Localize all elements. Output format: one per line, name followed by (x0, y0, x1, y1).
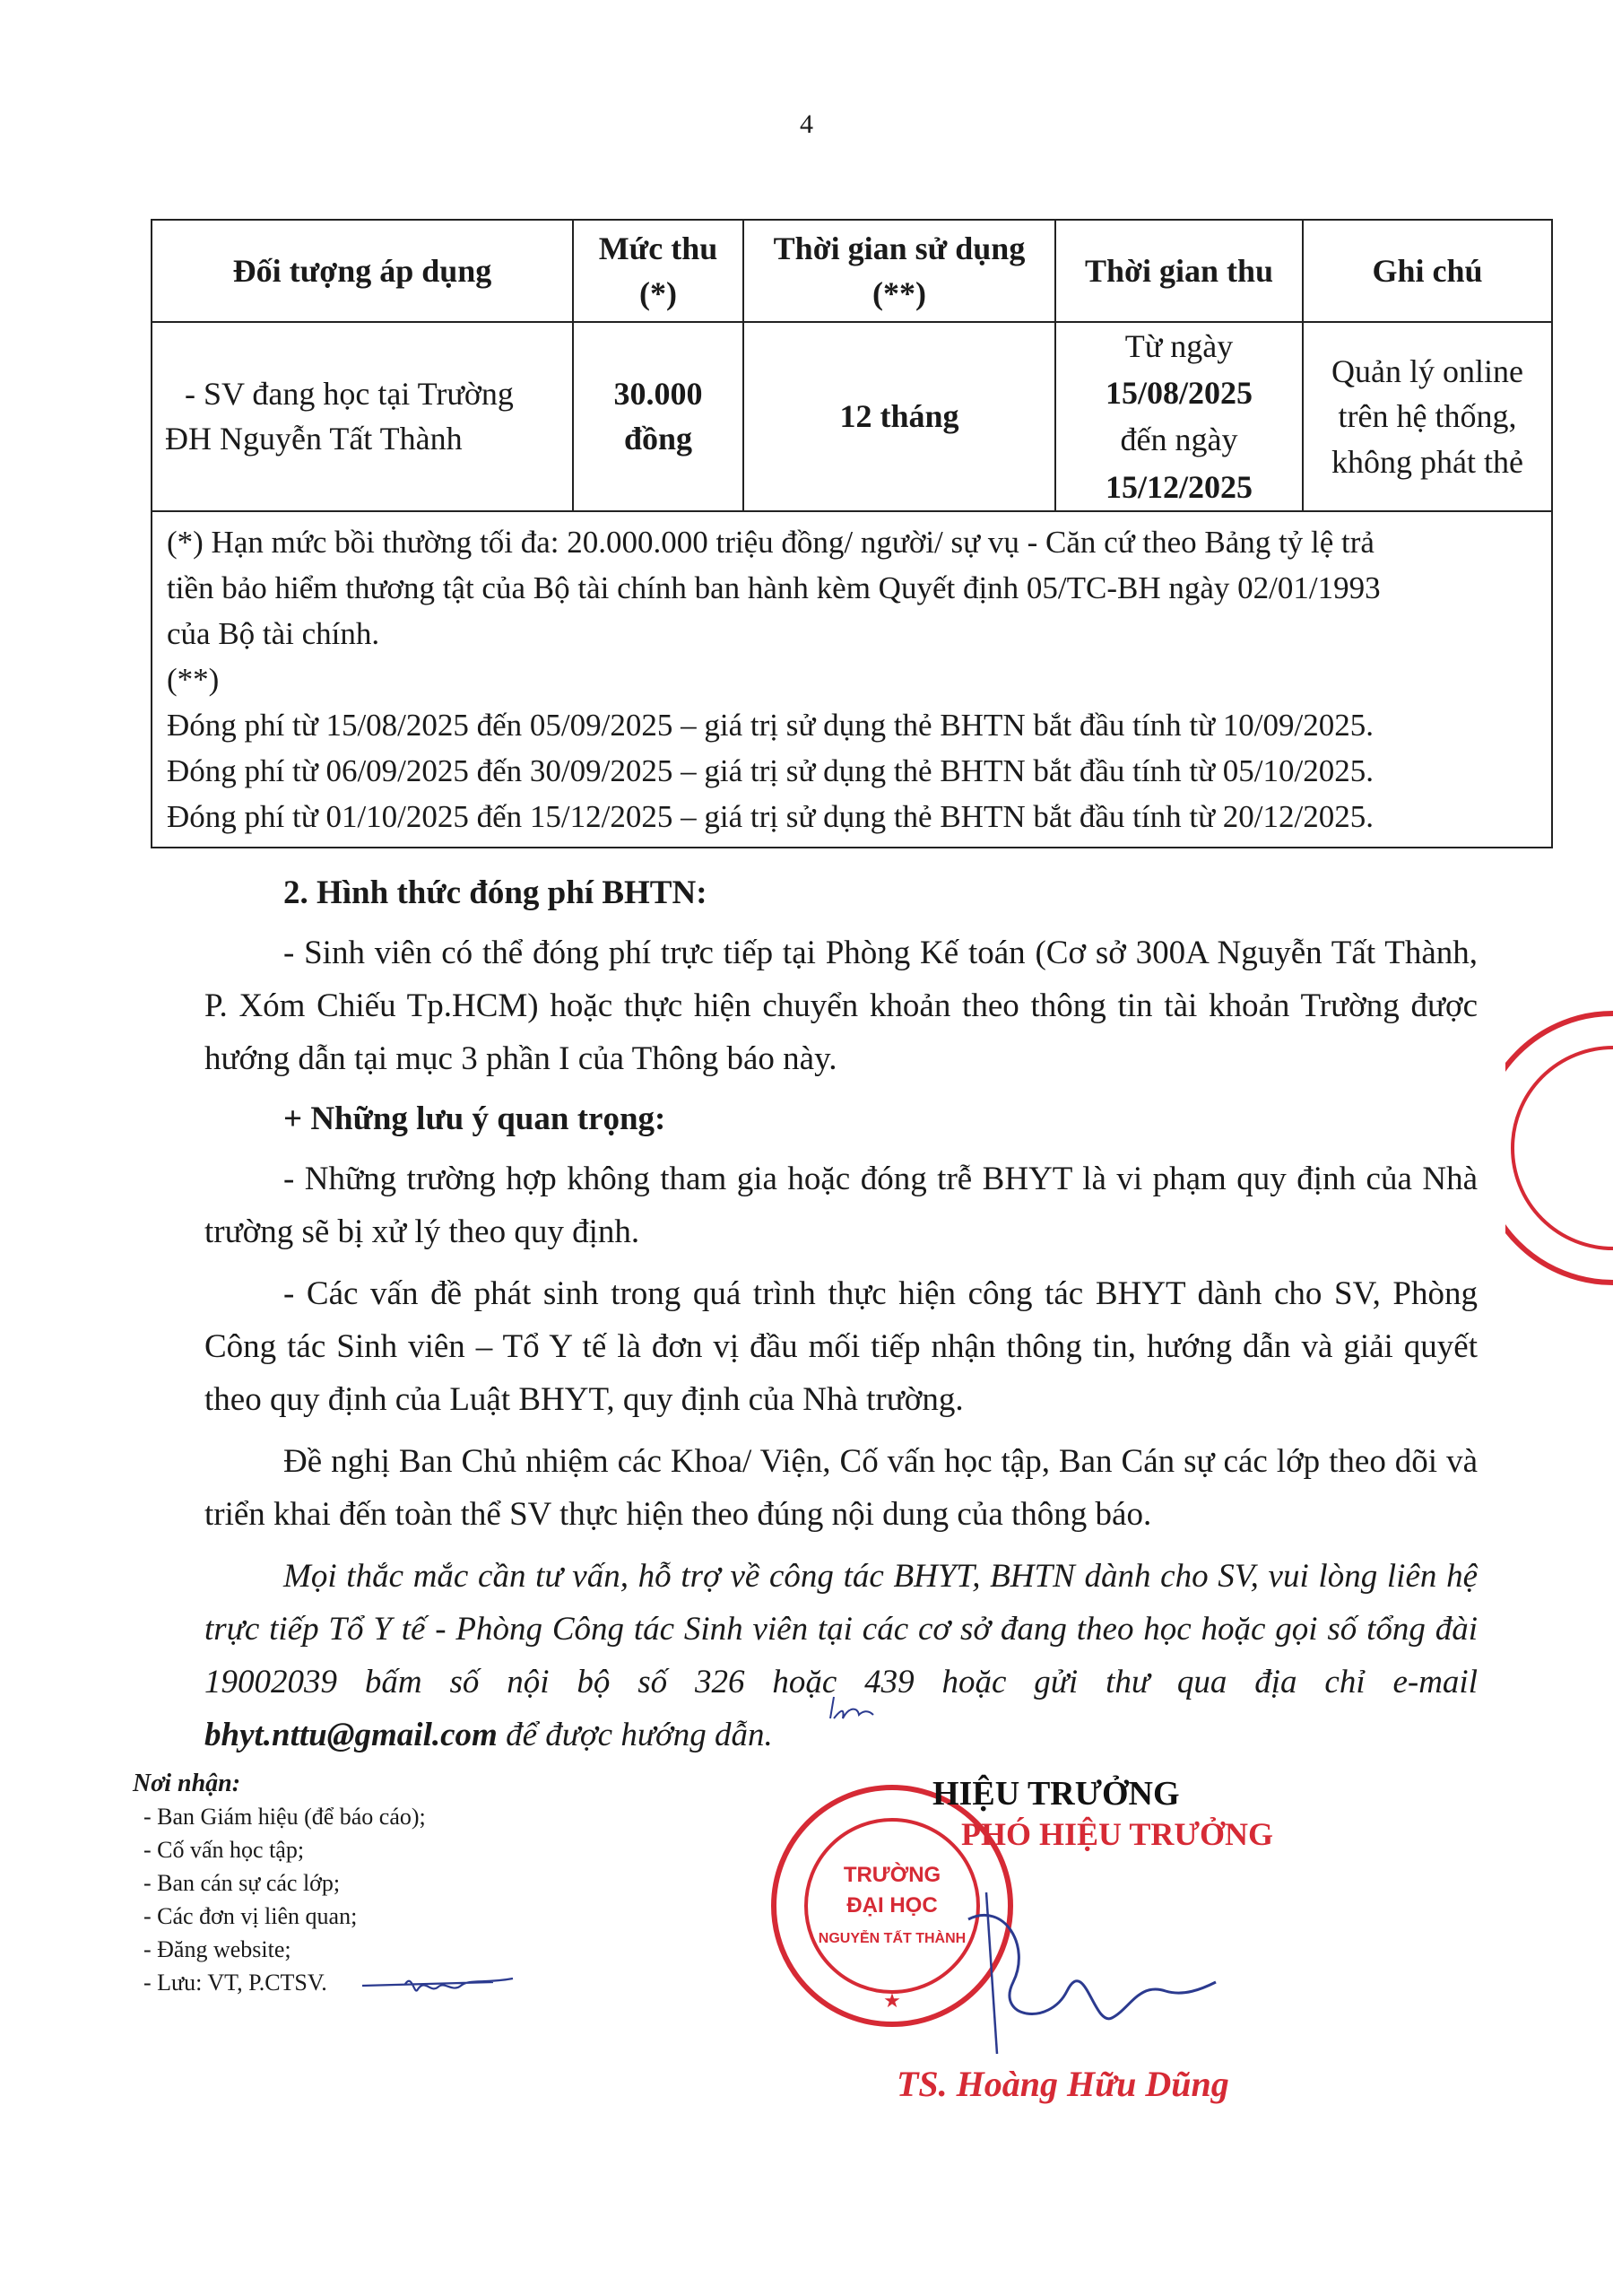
page-number: 4 (800, 109, 813, 139)
header-note: Ghi chú (1303, 220, 1552, 322)
note-line: (**) (167, 661, 220, 697)
recipient-item: - Ban cán sự các lớp; (143, 1870, 341, 1896)
header-usage-time: Thời gian sử dụng (**) (743, 220, 1055, 322)
recipient-item: - Cố vấn học tập; (143, 1837, 305, 1863)
recipient-item: - Ban Giám hiệu (để báo cáo); (143, 1804, 426, 1830)
note-line: (*) Hạn mức bồi thường tối đa: 20.000.000 triệu đồng/ người/ sự vụ - Căn cứ theo Bảng tỷ lệ trả (167, 524, 1375, 560)
header-fee: Mức thu (*) (573, 220, 743, 322)
svg-text:TRƯỜNG: TRƯỜNG (843, 1863, 941, 1887)
section-heading: 2. Hình thức đóng phí BHTN: (283, 874, 707, 911)
request-paragraph: Đề nghị Ban Chủ nhiệm các Khoa/ Viện, Cố vấn học tập, Ban Cán sự các lớp theo dõi và triển khai đến toàn thể SV thực hiện theo đúng nội dung của thông báo. (204, 1443, 1478, 1533)
note-line: Đóng phí từ 01/10/2025 đến 15/12/2025 – giá trị sử dụng thẻ BHTN bắt đầu tính từ 20/12/2025. (167, 798, 1374, 834)
cell-note: Quản lý online trên hệ thống, không phát thẻ (1303, 322, 1552, 511)
header-collection-time: Thời gian thu (1055, 220, 1303, 322)
note-line: Đóng phí từ 06/09/2025 đến 30/09/2025 – giá trị sử dụng thẻ BHTN bắt đầu tính từ 05/10/2025. (167, 752, 1374, 788)
note-line: Đóng phí từ 15/08/2025 đến 05/09/2025 – giá trị sử dụng thẻ BHTN bắt đầu tính từ 10/09/2025. (167, 707, 1374, 743)
contact-email: bhyt.nttu@gmail.com (204, 1717, 498, 1753)
contact-paragraph: Mọi thắc mắc cần tư vấn, hỗ trợ về công tác BHYT, BHTN dành cho SV, vui lòng liên hệ trực tiếp Tổ Y tế - Phòng Công tác Sinh viên tại các cơ sở đang theo học hoặc gọi số tổng đài 19002039 bấm số nội bộ số 326 hoặc 439 hoặc gửi thư qua địa chỉ e-mail bhyt.nttu@gmail.com để được hướng dẫn. (204, 1558, 1478, 1753)
svg-text:NGUYỄN TẤT THÀNH: NGUYỄN TẤT THÀNH (818, 1931, 967, 1946)
table-notes (152, 511, 1552, 848)
table-notes-row (152, 511, 1552, 848)
issues-paragraph: - Các vấn đề phát sinh trong quá trình thực hiện công tác BHYT dành cho SV, Phòng Công tác Sinh viên – Tổ Y tế là đơn vị đầu mối tiếp nhận thông tin, hướng dẫn và giải quyết theo quy định của Luật BHYT, quy định của Nhà trường. (204, 1275, 1478, 1418)
recipients-block (133, 1767, 426, 1999)
recipient-item: - Lưu: VT, P.CTSV. (143, 1970, 327, 1996)
cell-collection: Từ ngày 15/08/2025 đến ngày 15/12/2025 (1055, 322, 1303, 511)
signature-title: HIỆU TRƯỞNG (932, 1775, 1180, 1813)
cell-fee: 30.000 đồng (573, 322, 743, 511)
initials-mark (825, 1692, 879, 1727)
svg-text:★: ★ (883, 1989, 901, 2012)
header-target: Đối tượng áp dụng (152, 220, 573, 322)
late-payment-paragraph: - Những trường hợp không tham gia hoặc đóng trễ BHYT là vi phạm quy định của Nhà trường sẽ bị xử lý theo quy định. (204, 1161, 1478, 1250)
handwritten-signature (950, 1883, 1219, 2063)
signer-name: TS. Hoàng Hữu Dũng (897, 2064, 1229, 2104)
recipient-item: - Đăng website; (143, 1936, 291, 1962)
svg-text:ĐẠI HỌC: ĐẠI HỌC (846, 1893, 938, 1918)
recipient-item: - Các đơn vị liên quan; (143, 1903, 358, 1929)
section-2 (204, 866, 1478, 1761)
insurance-fee-table (151, 219, 1553, 848)
cell-usage: 12 tháng (743, 322, 1055, 511)
initials-signature (359, 1966, 520, 2002)
payment-paragraph: - Sinh viên có thể đóng phí trực tiếp tại Phòng Kế toán (Cơ sở 300A Nguyễn Tất Thành, P. Xóm Chiếu Tp.HCM) hoặc thực hiện chuyển khoản theo thông tin tài khoản Trường được hướng dẫn tại mục 3 phần I của Thông báo này. (204, 935, 1478, 1077)
table-row (152, 322, 1552, 511)
partial-seal-edge (1505, 996, 1613, 1300)
signature-vice-title: PHÓ HIỆU TRƯỞNG (961, 1816, 1274, 1852)
important-notes-heading: + Những lưu ý quan trọng: (283, 1100, 666, 1137)
recipients-title: Nơi nhận: (133, 1770, 241, 1797)
note-line: của Bộ tài chính. (167, 615, 380, 651)
note-line: tiền bảo hiểm thương tật của Bộ tài chính ban hành kèm Quyết định 05/TC-BH ngày 02/01/1993 (167, 570, 1381, 605)
table-header-row (152, 220, 1552, 322)
cell-target: - SV đang học tại Trường ĐH Nguyễn Tất Thành (152, 322, 573, 511)
